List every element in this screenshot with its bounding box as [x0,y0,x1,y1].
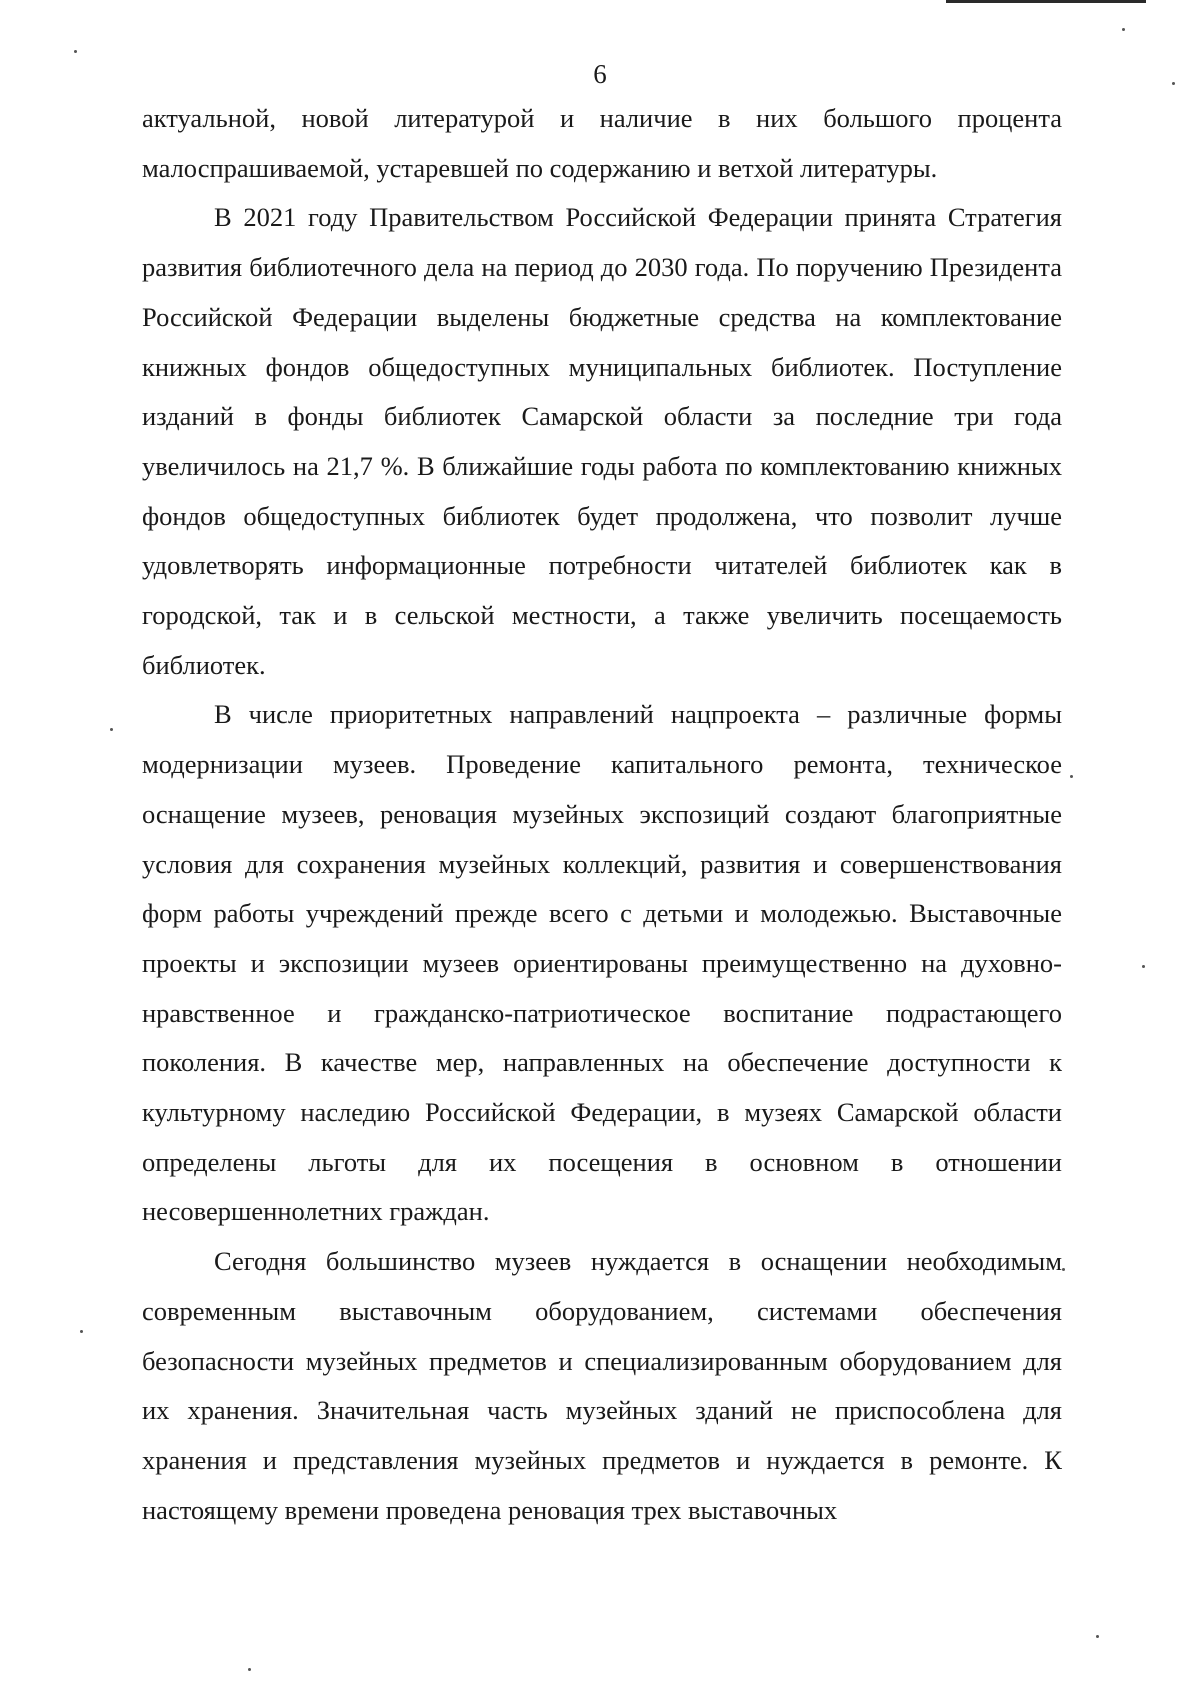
body-text [142,94,1062,1535]
scan-speck [1070,775,1073,778]
scan-speck [1096,1635,1099,1638]
paragraph-3: В числе приоритетных направлений нацпроекта – различные формы модернизации музеев. Проведение капитального ремонта, техническое оснащение музеев, реновация музейных экспозиций создают благоприятные условия для сохранения музейных коллекций, развития и совершенствования форм работы учреждений прежде всего с детьми и молодежью. Выставочные проекты и экспозиции музеев ориентированы преимущественно на духовно-нравственное и гражданско-патриотическое воспитание подрастающего поколения. В качестве мер, направленных на обеспечение доступности к культурному наследию Российской Федерации, в музеях Самарской области определены льготы для их посещения в основном в отношении несовершеннолетних граждан. [142,699,1062,1227]
paragraph-1: актуальной, новой литературой и наличие в них большого процента малоспрашиваемой, устаревшей по содержанию и ветхой литературы. [142,103,1062,183]
scan-speck [110,728,113,731]
page-number: 6 [593,59,607,89]
paragraph-2: В 2021 году Правительством Российской Федерации принята Стратегия развития библиотечного дела на период до 2030 года. По поручению Президента Российской Федерации выделены бюджетные средства на комплектование книжных фондов общедоступных муниципальных библиотек. Поступление изданий в фонды библиотек Самарской области за последние три года увеличилось на 21,7 %. В ближайшие годы работа по комплектованию книжных фондов общедоступных библиотек будет продолжена, что позволит лучше удовлетворять информационные потребности читателей библиотек как в городской, так и в сельской местности, а также увеличить посещаемость библиотек. [142,202,1062,680]
scan-speck [248,1668,251,1671]
scan-speck [1142,965,1145,968]
scan-speck [1062,1268,1065,1271]
scan-speck [1172,82,1175,85]
scan-speck [1122,28,1125,31]
top-edge-rule [946,0,1146,3]
scan-speck [80,1330,83,1333]
paragraph-4: Сегодня большинство музеев нуждается в оснащении необходимым современным выставочным оборудованием, системами обеспечения безопасности музейных предметов и специализированным оборудованием для их хранения. Значительная часть музейных зданий не приспособлена для хранения и представления музейных предметов и нуждается в ремонте. К настоящему времени проведена реновация трех выставочных [142,1246,1062,1525]
scan-speck [74,50,77,53]
